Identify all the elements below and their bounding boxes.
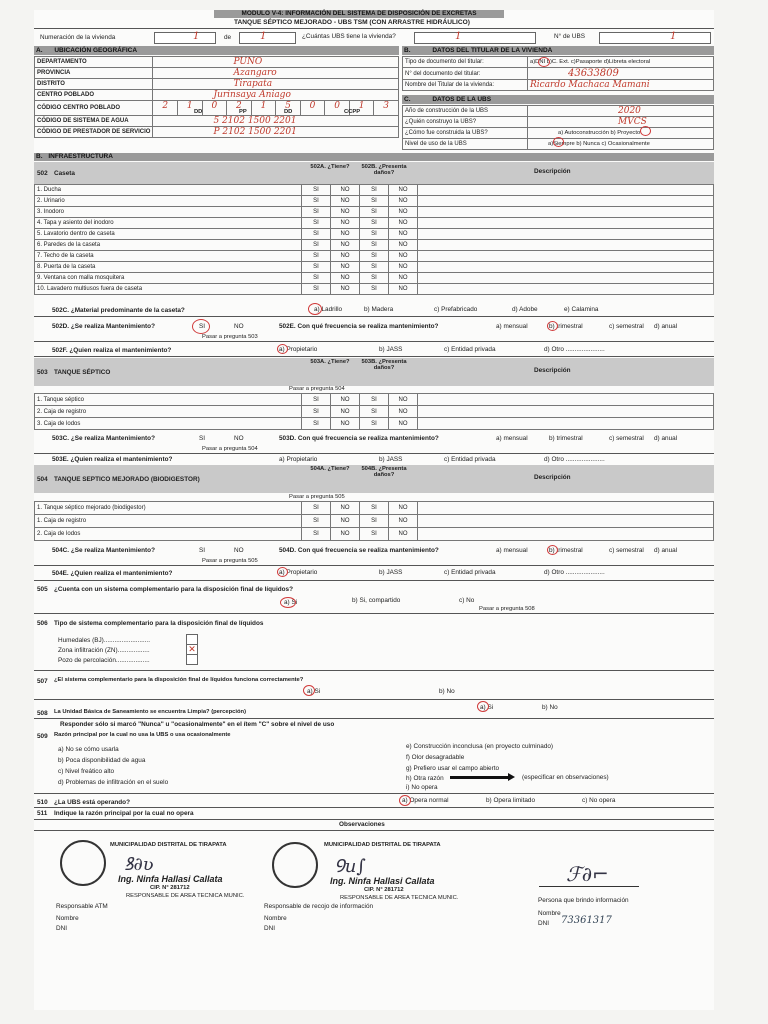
s503e-entidad[interactable]: c) Entidad privada <box>444 456 496 463</box>
s502d-si-circle <box>192 319 210 334</box>
s502-b-si[interactable]: SI <box>360 240 389 251</box>
s503-title: TANQUE SÉPTICO <box>54 369 111 376</box>
s508-si-circle <box>477 701 489 712</box>
s504-descripcion[interactable] <box>418 515 714 528</box>
s502-descripcion[interactable] <box>418 218 714 229</box>
cuantas-ubs-label: ¿Cuántas UBS tiene la vivienda? <box>302 33 396 40</box>
s509-opt-c[interactable]: c) Nivel freático alto <box>58 768 115 775</box>
s503-col-a: 503A. ¿Tiene? <box>310 359 350 365</box>
s506-code: 506 <box>37 620 48 627</box>
s502d-label: 502D. ¿Se realiza Mantenimiento? <box>52 323 155 330</box>
s504d-anual[interactable]: d) anual <box>654 547 678 554</box>
s503-item-label: 3. Caja de lodos <box>35 418 302 430</box>
s502-a-no[interactable]: NO <box>331 196 360 207</box>
col2-nombre: Nombre <box>264 915 287 922</box>
codigo-agua-value[interactable]: 5 2102 1500 2201 <box>153 116 399 127</box>
eng-name-mid: Ing. Ninfa Hallasi Callata <box>330 876 435 886</box>
de-field[interactable]: 1 <box>239 32 296 44</box>
col3-dni: DNI <box>538 920 550 927</box>
codigo-centro-poblado-cells[interactable]: 2 1 0 2 1 5 0 0 1 3 <box>153 101 399 116</box>
s503c-no[interactable]: NO <box>234 435 244 442</box>
de-label: de <box>224 34 232 41</box>
s502-rows <box>34 184 714 295</box>
s508-si[interactable]: a) Si <box>480 704 494 711</box>
s504d-semestral[interactable]: c) semestral <box>609 547 644 554</box>
departamento-value[interactable]: PUNO <box>153 57 399 68</box>
code-header-ccpp: CCPP <box>344 109 361 115</box>
s502-b-si[interactable]: SI <box>360 185 389 196</box>
s511-code: 511 <box>37 810 48 817</box>
s502f-label: 502F. ¿Quien realiza el mantenimiento? <box>52 347 172 354</box>
s504-pasar-top: Pasar a pregunta 505 <box>289 494 345 500</box>
signature-mid: Ꝯu∫ <box>334 856 366 877</box>
s502-title: Caseta <box>54 170 75 177</box>
code-header-dd: DD <box>194 109 203 115</box>
s510-question: ¿La UBS está operando? <box>54 799 130 806</box>
section-b-table: Tipo de documento del titular: a)DNI b)C. Ext. c)Pasaporte d)Libreta electoral N° del documento del titular: 43633809 Nombre del Titular de la vivienda: Ricardo Machaca Mamani <box>402 56 714 91</box>
s502-item-label: 9. Ventana con malla mosquitera <box>35 273 302 284</box>
s502-col-b: 502B. ¿Presenta daños? <box>361 164 407 176</box>
s504-pasar: Pasar a pregunta 505 <box>202 558 258 564</box>
vivienda-num-field[interactable]: 1 <box>154 32 216 44</box>
s504e-label: 504E. ¿Quien realiza el mantenimiento? <box>52 570 173 577</box>
s510-no-opera[interactable]: c) No opera <box>582 797 616 804</box>
s505-code: 505 <box>37 586 48 593</box>
col2-dni: DNI <box>264 925 276 932</box>
s502-a-no[interactable]: NO <box>331 207 360 218</box>
numero-documento-value[interactable]: 43633809 <box>528 68 714 80</box>
s504-row <box>35 502 714 515</box>
s504-item-label: 2. Caja de lodos <box>35 528 302 541</box>
s502f-otro[interactable]: d) Otro ...................... <box>544 346 605 353</box>
s502-item-label: 1. Ducha <box>35 185 302 196</box>
s509-opt-i[interactable]: i) No opera <box>406 784 438 791</box>
s503d-label: 503D. Con qué frecuencia se realiza mantenimiento? <box>279 435 439 442</box>
s503d-trimestral[interactable]: b) trimestral <box>549 435 583 442</box>
s503-row <box>35 406 714 418</box>
s502-b-no[interactable]: NO <box>389 185 418 196</box>
s509-code: 509 <box>37 733 48 740</box>
s502e-label: 502E. Con qué frecuencia se realiza mantenimiento? <box>279 323 439 330</box>
s504-b-no[interactable]: NO <box>389 502 418 515</box>
s504-code: 504 <box>37 476 48 483</box>
s503-item-label: 1. Tanque séptico <box>35 394 302 406</box>
s504-a-no[interactable]: NO <box>331 502 360 515</box>
s505-si[interactable]: a) Si <box>284 599 298 606</box>
s502-a-no[interactable]: NO <box>331 240 360 251</box>
s502-descripcion[interactable] <box>418 207 714 218</box>
s502e-anual[interactable]: d) anual <box>654 323 678 330</box>
signature-right: ℱ∂⌐ <box>566 862 609 886</box>
s504-b-no[interactable]: NO <box>389 515 418 528</box>
s503-a-no[interactable]: NO <box>331 418 360 430</box>
s504-descripcion[interactable] <box>418 528 714 541</box>
cuantas-ubs-field[interactable]: 1 <box>414 32 536 44</box>
s502-pasar: Pasar a pregunta 503 <box>202 334 258 340</box>
s504d-trimestral[interactable]: b) trimestral <box>549 547 583 554</box>
s502-b-si[interactable]: SI <box>360 273 389 284</box>
cip-left: CIP. N° 281712 <box>150 885 190 891</box>
s504c-label: 504C. ¿Se realiza Mantenimiento? <box>52 547 155 554</box>
s502-a-si[interactable]: SI <box>302 207 331 218</box>
observaciones-label: Observaciones <box>339 821 385 828</box>
s503-row <box>35 394 714 406</box>
eng-name-left: Ing. Ninfa Hallasi Callata <box>118 874 223 884</box>
s509-opt-f[interactable]: f) Olor desagradable <box>406 754 465 761</box>
s504e-entidad[interactable]: c) Entidad privada <box>444 569 496 576</box>
s503e-label: 503E. ¿Quien realiza el mantenimiento? <box>52 456 173 463</box>
s504c-si[interactable]: SI <box>199 547 206 554</box>
s506-question: Tipo de sistema complementario para la disposición final de líquidos <box>54 620 264 627</box>
s504e-jass[interactable]: b) JASS <box>379 569 403 576</box>
s502-row <box>35 273 714 284</box>
s509-opt-d[interactable]: d) Problemas de infiltración en el suelo <box>58 779 169 786</box>
resp-left: RESPONSABLE DE AREA TECNICA MUNIC. <box>126 893 245 899</box>
section-c-header: C. DATOS DE LA UBS <box>402 95 714 104</box>
cip-mid: CIP. N° 281712 <box>364 887 404 893</box>
col3-dni-value[interactable]: 73361317 <box>561 915 612 926</box>
s502-descripcion[interactable] <box>418 284 714 295</box>
stamp-text-left: MUNICIPALIDAD DISTRITAL DE TIRAPATA <box>110 842 227 848</box>
s502-row <box>35 207 714 218</box>
module-subtitle: TANQUE SÉPTICO MEJORADO - UBS TSM (CON ARRASTRE HIDRÁULICO) <box>234 19 470 26</box>
distrito-value[interactable]: Tirapata <box>153 79 399 90</box>
s503c-si[interactable]: SI <box>199 435 206 442</box>
s502-b-si[interactable]: SI <box>360 262 389 273</box>
s503-rows <box>34 393 714 430</box>
s502c-label: 502C. ¿Material predominante de la caseta? <box>52 307 185 314</box>
s504-a-si[interactable]: SI <box>302 528 331 541</box>
s502-a-no[interactable]: NO <box>331 218 360 229</box>
s502-descripcion[interactable] <box>418 240 714 251</box>
s502-b-no[interactable]: NO <box>389 251 418 262</box>
s504d-mensual[interactable]: a) mensual <box>496 547 528 554</box>
s502-a-no[interactable]: NO <box>331 262 360 273</box>
como-construida-options[interactable]: a) Autoconstrucción b) Proyecto <box>528 128 714 139</box>
s510-opera-normal[interactable]: a) Opera normal <box>402 797 449 804</box>
stamp-text-mid: MUNICIPALIDAD DISTRITAL DE TIRAPATA <box>324 842 441 848</box>
s502-code: 502 <box>37 170 48 177</box>
s502c-opt-adobe[interactable]: d) Adobe <box>512 306 538 313</box>
s509-note: Responder sólo si marcó "Nunca" u "ocasionalmente" en el ítem "C" sobre el nivel de uso <box>60 721 335 728</box>
s502-row <box>35 262 714 273</box>
s503-b-no[interactable]: NO <box>389 418 418 430</box>
s504e-propietario[interactable]: a) Propietario <box>279 569 318 576</box>
s502-a-si[interactable]: SI <box>302 262 331 273</box>
form-page <box>34 10 714 1010</box>
s510-opera-limitado[interactable]: b) Opera limitado <box>486 797 536 804</box>
s503-b-no[interactable]: NO <box>389 406 418 418</box>
col1-nombre: Nombre <box>56 915 79 922</box>
s508-code: 508 <box>37 710 48 717</box>
s503-a-no[interactable]: NO <box>331 394 360 406</box>
s503-b-si[interactable]: SI <box>360 418 389 430</box>
s502-a-no[interactable]: NO <box>331 273 360 284</box>
s503-a-no[interactable]: NO <box>331 406 360 418</box>
s504-b-si[interactable]: SI <box>360 515 389 528</box>
s502-desc-header: Descripción <box>534 168 571 175</box>
ladrillo-circle-mark <box>308 303 322 315</box>
s503e-jass[interactable]: b) JASS <box>379 456 403 463</box>
s507-question: ¿El sistema complementario para la disposición final de líquidos funciona correctamente? <box>54 677 304 683</box>
s502-item-label: 3. Inodoro <box>35 207 302 218</box>
s502-a-si[interactable]: SI <box>302 185 331 196</box>
s504-descripcion[interactable] <box>418 502 714 515</box>
s502-row <box>35 284 714 295</box>
vivienda-num-label: Numeración de la vivienda <box>40 34 116 41</box>
s502c-opt-calamina[interactable]: e) Calamina <box>564 306 599 313</box>
s504-row <box>35 528 714 541</box>
resp-mid: RESPONSABLE DE AREA TECNICA MUNIC. <box>340 895 459 901</box>
s502-row <box>35 251 714 262</box>
s504e-otro[interactable]: d) Otro ...................... <box>544 569 605 576</box>
s507-si[interactable]: a) Si <box>307 688 321 695</box>
proyecto-circle-mark <box>640 126 651 136</box>
s502f-jass[interactable]: b) JASS <box>379 346 403 353</box>
s507-si-circle <box>303 685 315 696</box>
col3-nombre: Nombre <box>538 910 561 917</box>
s504-a-si[interactable]: SI <box>302 502 331 515</box>
s506-zona-checkbox[interactable]: ✕ <box>186 644 198 655</box>
s506-pozo: Pozo de percolación................... <box>58 657 150 664</box>
s502d-no[interactable]: NO <box>234 323 244 330</box>
s502c-opt-madera[interactable]: b) Madera <box>364 306 394 313</box>
s509-especificar: (especificar en observaciones) <box>522 774 609 781</box>
s507-no[interactable]: b) No <box>439 688 455 695</box>
trimestral-circle-mark <box>547 321 558 331</box>
s504-b-no[interactable]: NO <box>389 528 418 541</box>
s502-b-no[interactable]: NO <box>389 284 418 295</box>
s503c-label: 503C. ¿Se realiza Mantenimiento? <box>52 435 155 442</box>
s502-a-no[interactable]: NO <box>331 284 360 295</box>
centro-poblado-value[interactable]: Jurinsaya Aniago <box>153 90 399 101</box>
section-c-table: Año de construcción de la UBS 2020 ¿Quién construyo la UBS? MVCS ¿Cómo fue construida la UBS? a) Autoconstrucción b) Proyecto Nivel de uso de la UBS a)Siempre b) Nunca c) Ocasionalmente <box>402 105 714 150</box>
s510-code: 510 <box>37 799 48 806</box>
s509-opt-b[interactable]: b) Poca disponibilidad de agua <box>58 757 146 764</box>
propietario-circle-mark <box>277 344 288 354</box>
s509-opt-g[interactable]: g) Prefiero usar el campo abierto <box>406 765 500 772</box>
s502-b-no[interactable]: NO <box>389 229 418 240</box>
s509-question: Razón principal por la cual no usa la UBS o usa ocasionalmente <box>54 732 231 738</box>
s504-item-label: 1. Caja de registro <box>35 515 302 528</box>
s502-b-si[interactable]: SI <box>360 196 389 207</box>
s502-a-si[interactable]: SI <box>302 229 331 240</box>
provincia-value[interactable]: Azangaro <box>153 68 399 79</box>
s502-a-si[interactable]: SI <box>302 284 331 295</box>
s502c-opt-ladrillo[interactable]: a) Ladrillo <box>314 306 343 313</box>
s506-zona: Zona infiltración (ZN).................. <box>58 647 150 654</box>
s503d-mensual[interactable]: a) mensual <box>496 435 528 442</box>
s503-desc-header: Descripción <box>534 367 571 374</box>
s502-b-si[interactable]: SI <box>360 229 389 240</box>
col1-dni: DNI <box>56 925 68 932</box>
s505-si-compartido[interactable]: b) Si, compartido <box>352 597 401 604</box>
nubs-field[interactable]: 1 <box>599 32 711 44</box>
s504-title: TANQUE SEPTICO MEJORADO (BIODIGESTOR) <box>54 476 200 483</box>
s502-item-label: 6. Paredes de la caseta <box>35 240 302 251</box>
s503e-otro[interactable]: d) Otro ...................... <box>544 456 605 463</box>
s502-b-no[interactable]: NO <box>389 240 418 251</box>
s506-pozo-checkbox[interactable] <box>186 654 198 665</box>
s502-item-label: 7. Techo de la caseta <box>35 251 302 262</box>
s502-b-si[interactable]: SI <box>360 284 389 295</box>
infra-header: B. INFRAESTRUCTURA <box>34 153 714 161</box>
s503-col-b: 503B. ¿Presenta daños? <box>361 359 407 371</box>
s502-b-si[interactable]: SI <box>360 218 389 229</box>
s502-a-si[interactable]: SI <box>302 273 331 284</box>
section-a-header: A. UBICACIÓN GEOGRÁFICA <box>34 46 399 55</box>
s503d-semestral[interactable]: c) semestral <box>609 435 644 442</box>
especificar-arrowhead-icon <box>508 773 515 781</box>
s503e-propietario[interactable]: a) Propietario <box>279 456 318 463</box>
s503-descripcion[interactable] <box>418 418 714 430</box>
s502-descripcion[interactable] <box>418 251 714 262</box>
municipal-seal-mid <box>272 842 318 888</box>
s504-item-label: 1. Tanque séptico mejorado (biodigestor) <box>35 502 302 515</box>
s502-descripcion[interactable] <box>418 185 714 196</box>
s510-opera-circle <box>399 795 411 806</box>
s502-item-label: 4. Tapa y asiento del inodoro <box>35 218 302 229</box>
s503-row <box>35 418 714 430</box>
s502-descripcion[interactable] <box>418 229 714 240</box>
section-a-table: DEPARTAMENTO PUNO PROVINCIA Azangaro DISTRITO Tirapata CENTRO POBLADO Jurinsaya Aniago CÓDIGO CENTRO POBLADO 2 1 0 2 1 5 0 0 1 3 CÓDIGO DE SISTEMA DE AGUA 5 2102 1500 2201 CÓDIGO DE PRESTADOR DE SERVICIO P 2102 1500 2201 <box>34 56 399 138</box>
s502-descripcion[interactable] <box>418 273 714 284</box>
s504-a-si[interactable]: SI <box>302 515 331 528</box>
s502-item-label: 10. Lavadero multiusos fuera de caseta <box>35 284 302 295</box>
s502-b-no[interactable]: NO <box>389 273 418 284</box>
s502-row <box>35 218 714 229</box>
s502-item-label: 5. Lavatorio dentro de caseta <box>35 229 302 240</box>
s506-humedales: Humedales (BJ).......................... <box>58 637 150 644</box>
s502e-trimestral[interactable]: b) trimestral <box>549 323 583 330</box>
nivel-uso-options[interactable]: a)Siempre b) Nunca c) Ocasionalmente <box>528 139 714 150</box>
s503-a-si[interactable]: SI <box>302 406 331 418</box>
s502-b-no[interactable]: NO <box>389 262 418 273</box>
s504-row <box>35 515 714 528</box>
s511-question: Indique la razón principal por la cual no opera <box>54 810 194 817</box>
s507-code: 507 <box>37 678 48 685</box>
col2-role: Responsable de recojo de información <box>264 903 374 910</box>
s502-row <box>35 196 714 207</box>
s502-col-a: 502A. ¿Tiene? <box>310 164 350 170</box>
s504-b-si[interactable]: SI <box>360 528 389 541</box>
s502f-entidad[interactable]: c) Entidad privada <box>444 346 496 353</box>
module-title: MODULO V-4: INFORMACIÓN DEL SISTEMA DE DISPOSICIÓN DE EXCRETAS <box>214 10 504 18</box>
s504-trimestral-circle <box>547 545 558 555</box>
s503-code: 503 <box>37 369 48 376</box>
signature-left: ꝸ∂ʋ <box>124 854 154 875</box>
col3-role: Persona que brindo información <box>538 897 629 904</box>
signature-right-line <box>539 886 639 887</box>
s509-opt-e[interactable]: e) Construcción inconclusa (en proyecto culminado) <box>406 743 554 750</box>
s505-no[interactable]: c) No <box>459 597 475 604</box>
s505-question: ¿Cuenta con un sistema complementario para la disposición final de líquidos? <box>54 586 293 593</box>
s504-desc-header: Descripción <box>534 474 571 481</box>
s502e-semestral[interactable]: c) semestral <box>609 323 644 330</box>
s503-pasar-top: Pasar a pregunta 504 <box>289 386 345 392</box>
s503-pasar: Pasar a pregunta 504 <box>202 446 258 452</box>
code-header-pp: PP <box>239 109 247 115</box>
s502c-opt-prefabricado[interactable]: c) Prefabricado <box>434 306 478 313</box>
s502-a-si[interactable]: SI <box>302 218 331 229</box>
code-header-dd2: DD <box>284 109 293 115</box>
s502-row <box>35 240 714 251</box>
s509-opt-h[interactable]: h) Otra razón <box>406 775 444 782</box>
s508-no[interactable]: b) No <box>542 704 558 711</box>
s504-col-a: 504A. ¿Tiene? <box>310 466 350 472</box>
s502-a-no[interactable]: NO <box>331 185 360 196</box>
s504c-no[interactable]: NO <box>234 547 244 554</box>
section-b-header: B. DATOS DEL TITULAR DE LA VIVIENDA <box>402 46 714 55</box>
s502-descripcion[interactable] <box>418 262 714 273</box>
s503-a-si[interactable]: SI <box>302 394 331 406</box>
s505-si-circle <box>280 597 296 608</box>
s504-col-b: 504B. ¿Presenta daños? <box>361 466 407 478</box>
tipo-documento-options[interactable]: a)DNI b)C. Ext. c)Pasaporte d)Libreta electoral <box>528 57 714 68</box>
s509-opt-a[interactable]: a) No se cómo usarla <box>58 746 119 753</box>
s502e-mensual[interactable]: a) mensual <box>496 323 528 330</box>
s504-a-no[interactable]: NO <box>331 515 360 528</box>
anio-construccion-value[interactable]: 2020 <box>528 106 714 117</box>
s508-question: La Unidad Básica de Saneamiento se encuentra Limpia? (percepción) <box>54 709 246 715</box>
especificar-arrow-icon <box>450 776 508 779</box>
siempre-circle-mark <box>553 137 564 147</box>
s503-a-si[interactable]: SI <box>302 418 331 430</box>
s502-a-no[interactable]: NO <box>331 229 360 240</box>
s502-item-label: 2. Urinario <box>35 196 302 207</box>
s503-b-si[interactable]: SI <box>360 394 389 406</box>
quien-construyo-value[interactable]: MVCS <box>528 117 714 128</box>
nubs-label: N° de UBS <box>554 33 585 40</box>
s502-descripcion[interactable] <box>418 196 714 207</box>
s502f-propietario[interactable]: a) Propietario <box>279 346 318 353</box>
s502-a-si[interactable]: SI <box>302 196 331 207</box>
s502-a-no[interactable]: NO <box>331 251 360 262</box>
dni-circle-mark <box>538 57 550 67</box>
s504-a-no[interactable]: NO <box>331 528 360 541</box>
s502-item-label: 8. Puerta de la caseta <box>35 262 302 273</box>
s502-a-si[interactable]: SI <box>302 251 331 262</box>
s502-b-no[interactable]: NO <box>389 196 418 207</box>
s505-pasar: Pasar a pregunta 508 <box>479 606 535 612</box>
s503-descripcion[interactable] <box>418 406 714 418</box>
s502-b-si[interactable]: SI <box>360 207 389 218</box>
s503d-anual[interactable]: d) anual <box>654 435 678 442</box>
s504-rows <box>34 501 714 541</box>
s504-b-si[interactable]: SI <box>360 502 389 515</box>
municipal-seal-left <box>60 840 106 886</box>
s502d-si[interactable]: SI <box>199 323 206 330</box>
codigo-prestador-value[interactable]: P 2102 1500 2201 <box>153 127 399 138</box>
s503-descripcion[interactable] <box>418 394 714 406</box>
s504d-label: 504D. Con qué frecuencia se realiza mantenimiento? <box>279 547 439 554</box>
s502-row <box>35 185 714 196</box>
nombre-titular-value[interactable]: Ricardo Machaca Mamani <box>528 80 714 91</box>
col1-role: Responsable ATM <box>56 903 108 910</box>
s503-b-si[interactable]: SI <box>360 406 389 418</box>
s503-item-label: 2. Caja de registro <box>35 406 302 418</box>
s502-b-si[interactable]: SI <box>360 251 389 262</box>
s502-b-no[interactable]: NO <box>389 218 418 229</box>
s503-b-no[interactable]: NO <box>389 394 418 406</box>
s502-row <box>35 229 714 240</box>
s502-a-si[interactable]: SI <box>302 240 331 251</box>
s504-propietario-circle <box>277 567 288 577</box>
s502-b-no[interactable]: NO <box>389 207 418 218</box>
